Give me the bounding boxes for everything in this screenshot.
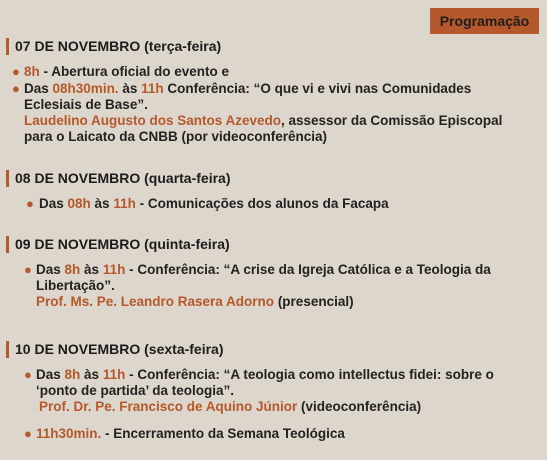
item-time: 8h: [24, 64, 40, 79]
item-time-end: 11h: [102, 367, 126, 382]
item-pre: Das: [24, 81, 53, 96]
bullet-icon: ●: [24, 367, 32, 382]
bullet-icon: ●: [12, 81, 20, 96]
item-text-line2: Libertação”.: [36, 278, 115, 293]
speaker-line2: para o Laicato da CNBB (por videoconferência): [24, 129, 328, 144]
item-pre: Das: [36, 262, 65, 277]
day-section-10: [6, 341, 541, 442]
item-time-start: 08h30min.: [52, 81, 119, 96]
programacao-badge: Programação: [430, 8, 539, 34]
item-time-start: 08h: [67, 196, 91, 211]
speaker-tail: , assessor da Comissão Episcopal: [281, 113, 503, 128]
item-time-end: 11h: [113, 196, 136, 211]
item-text-line2: Eclesiais de Base”.: [24, 97, 148, 112]
item-mid: às: [80, 262, 103, 277]
item-time-start: 8h: [64, 367, 81, 382]
bullet-icon: ●: [26, 196, 34, 211]
list-item: [6, 81, 541, 145]
item-text: - Conferência: “A crise da Igreja Católica e a Teologia da: [125, 262, 491, 277]
day-weekday: (terça-feira): [144, 38, 222, 54]
day-weekday: (quinta-feira): [144, 236, 230, 252]
list-item: [6, 367, 541, 415]
item-text: - Encerramento da Semana Teológica: [101, 426, 345, 441]
day-heading: [6, 38, 541, 55]
day-section-07: [6, 38, 541, 145]
day-date: 08 DE NOVEMBRO: [15, 170, 141, 186]
item-text: Conferência: “O que vi e vivi nas Comunidades: [163, 81, 472, 96]
day-weekday: (sexta-feira): [144, 341, 224, 357]
item-text: - Abertura oficial do evento e: [39, 64, 230, 79]
bullet-icon: ●: [24, 426, 32, 441]
item-pre: Das: [36, 367, 65, 382]
item-text: - Comunicações dos alunos da Facapa: [135, 196, 389, 211]
item-time-end: 11h: [102, 262, 126, 277]
speaker-name: Prof. Dr. Pe. Francisco de Aquino Júnior: [39, 399, 298, 414]
day-heading: [6, 236, 541, 253]
speaker-name: Prof. Ms. Pe. Leandro Rasera Adorno: [36, 294, 275, 309]
item-text-line2: ‘ponto de partida’ da teologia”.: [36, 383, 235, 398]
item-mid: às: [80, 367, 103, 382]
item-mid: às: [118, 81, 142, 96]
bullet-icon: ●: [12, 64, 20, 79]
day-weekday: (quarta-feira): [144, 170, 231, 186]
list-item: [6, 196, 541, 212]
item-pre: Das: [39, 196, 68, 211]
list-item: [6, 64, 541, 80]
speaker-tail: (presencial): [274, 294, 354, 309]
speaker-tail: (videoconferência): [297, 399, 422, 414]
list-item: [6, 426, 541, 442]
day-section-09: [6, 236, 541, 310]
item-time-start: 8h: [64, 262, 81, 277]
day-date: 10 DE NOVEMBRO: [15, 341, 141, 357]
day-date: 07 DE NOVEMBRO: [15, 38, 141, 54]
day-heading: [6, 170, 541, 187]
speaker-name: Laudelino Augusto dos Santos Azevedo: [24, 113, 282, 128]
bullet-icon: ●: [24, 262, 32, 277]
day-date: 09 DE NOVEMBRO: [15, 236, 141, 252]
item-mid: às: [90, 196, 114, 211]
item-text: - Conferência: “A teologia como intellectus fidei: sobre o: [125, 367, 494, 382]
item-time: 11h30min.: [36, 426, 102, 441]
day-section-08: [6, 170, 541, 212]
item-time-end: 11h: [141, 81, 164, 96]
day-heading: [6, 341, 541, 358]
list-item: [6, 262, 541, 310]
